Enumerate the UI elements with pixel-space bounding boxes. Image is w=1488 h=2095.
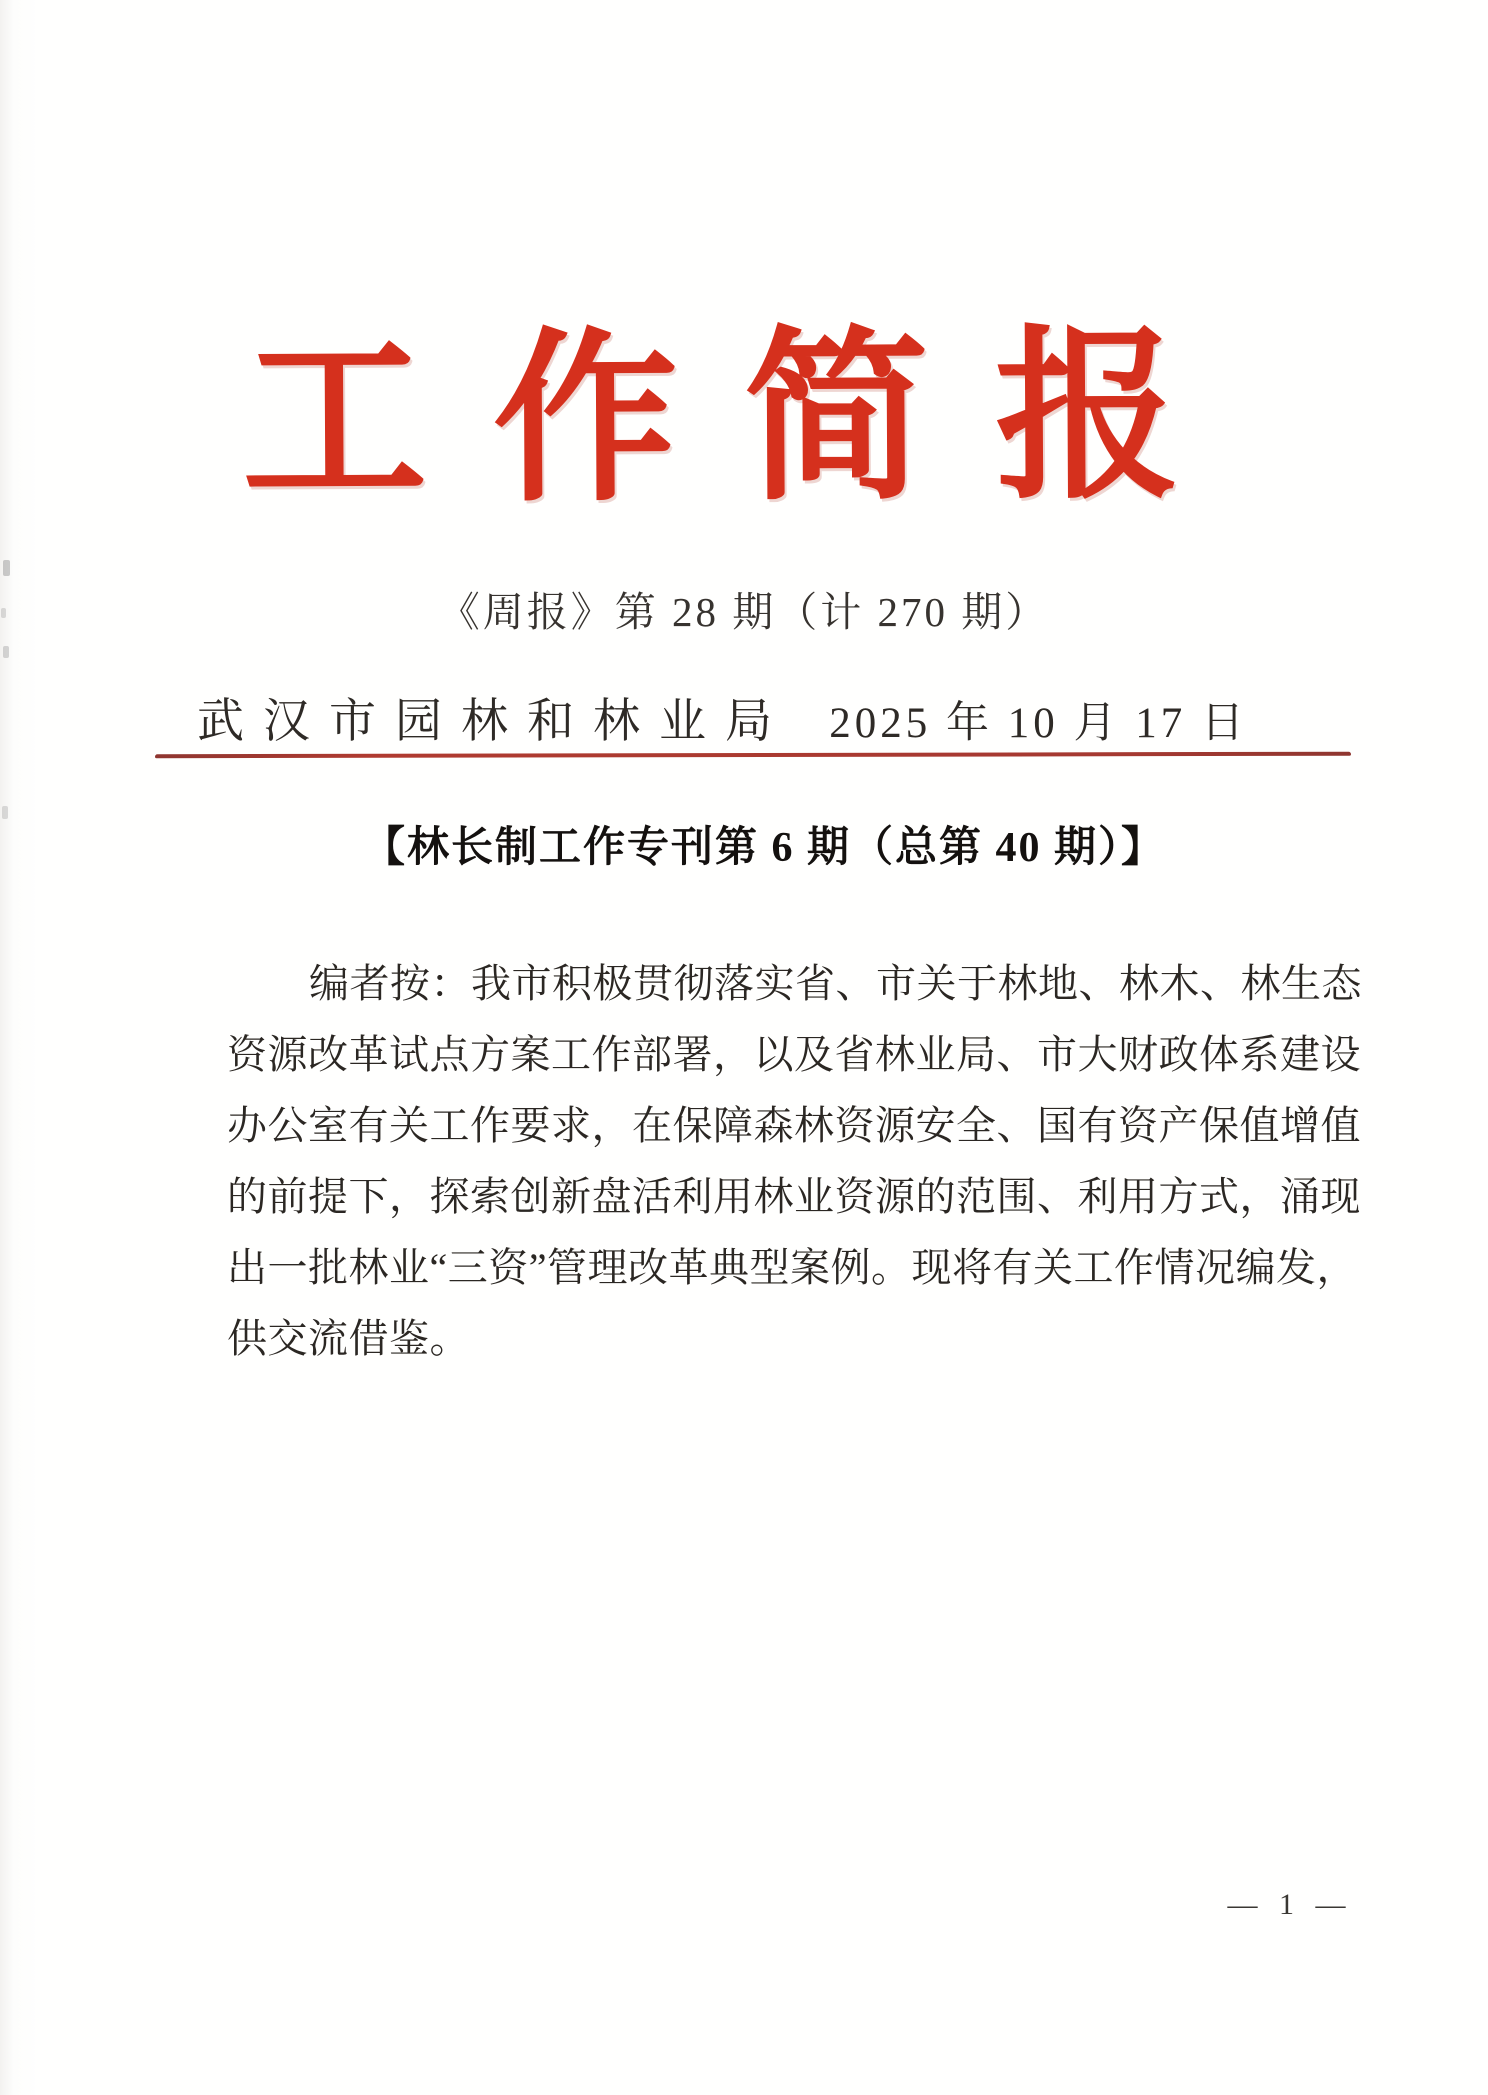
section-heading: 【林长制工作专刊第 6 期（总第 40 期）】 [362, 825, 1165, 871]
scan-artifact [3, 646, 9, 658]
scan-artifact [3, 560, 10, 576]
editor-note-paragraph [227, 948, 1362, 1374]
masthead-title: 工作简报 [241, 315, 1247, 526]
body-line: 供交流借鉴。 [227, 1316, 470, 1361]
header-divider-rule [155, 752, 1351, 759]
body-line: 的前提下，探索创新盘活利用林业资源的范围、利用方式，涌现 [227, 1174, 1361, 1219]
body-line: 资源改革试点方案工作部署，以及省林业局、市大财政体系建设 [227, 1032, 1361, 1077]
scan-artifact [2, 806, 8, 819]
body-line: 编者按：我市积极贯彻落实省、市关于林地、林木、林生态 [309, 961, 1362, 1006]
body-line: 办公室有关工作要求，在保障森林资源安全、国有资产保值增值 [227, 1103, 1361, 1148]
page-number: — 1 — [1227, 1888, 1353, 1921]
issuer-name: 武汉市园林和林业局 [197, 696, 791, 748]
issue-meta-row [197, 684, 1248, 751]
issue-subtitle: 《周报》第 28 期（计 270 期） [438, 589, 1050, 635]
body-line: 出一批林业“三资”管理改革典型案例。现将有关工作情况编发， [227, 1245, 1358, 1290]
issue-date: 2025 年 10 月 17 日 [829, 700, 1248, 747]
